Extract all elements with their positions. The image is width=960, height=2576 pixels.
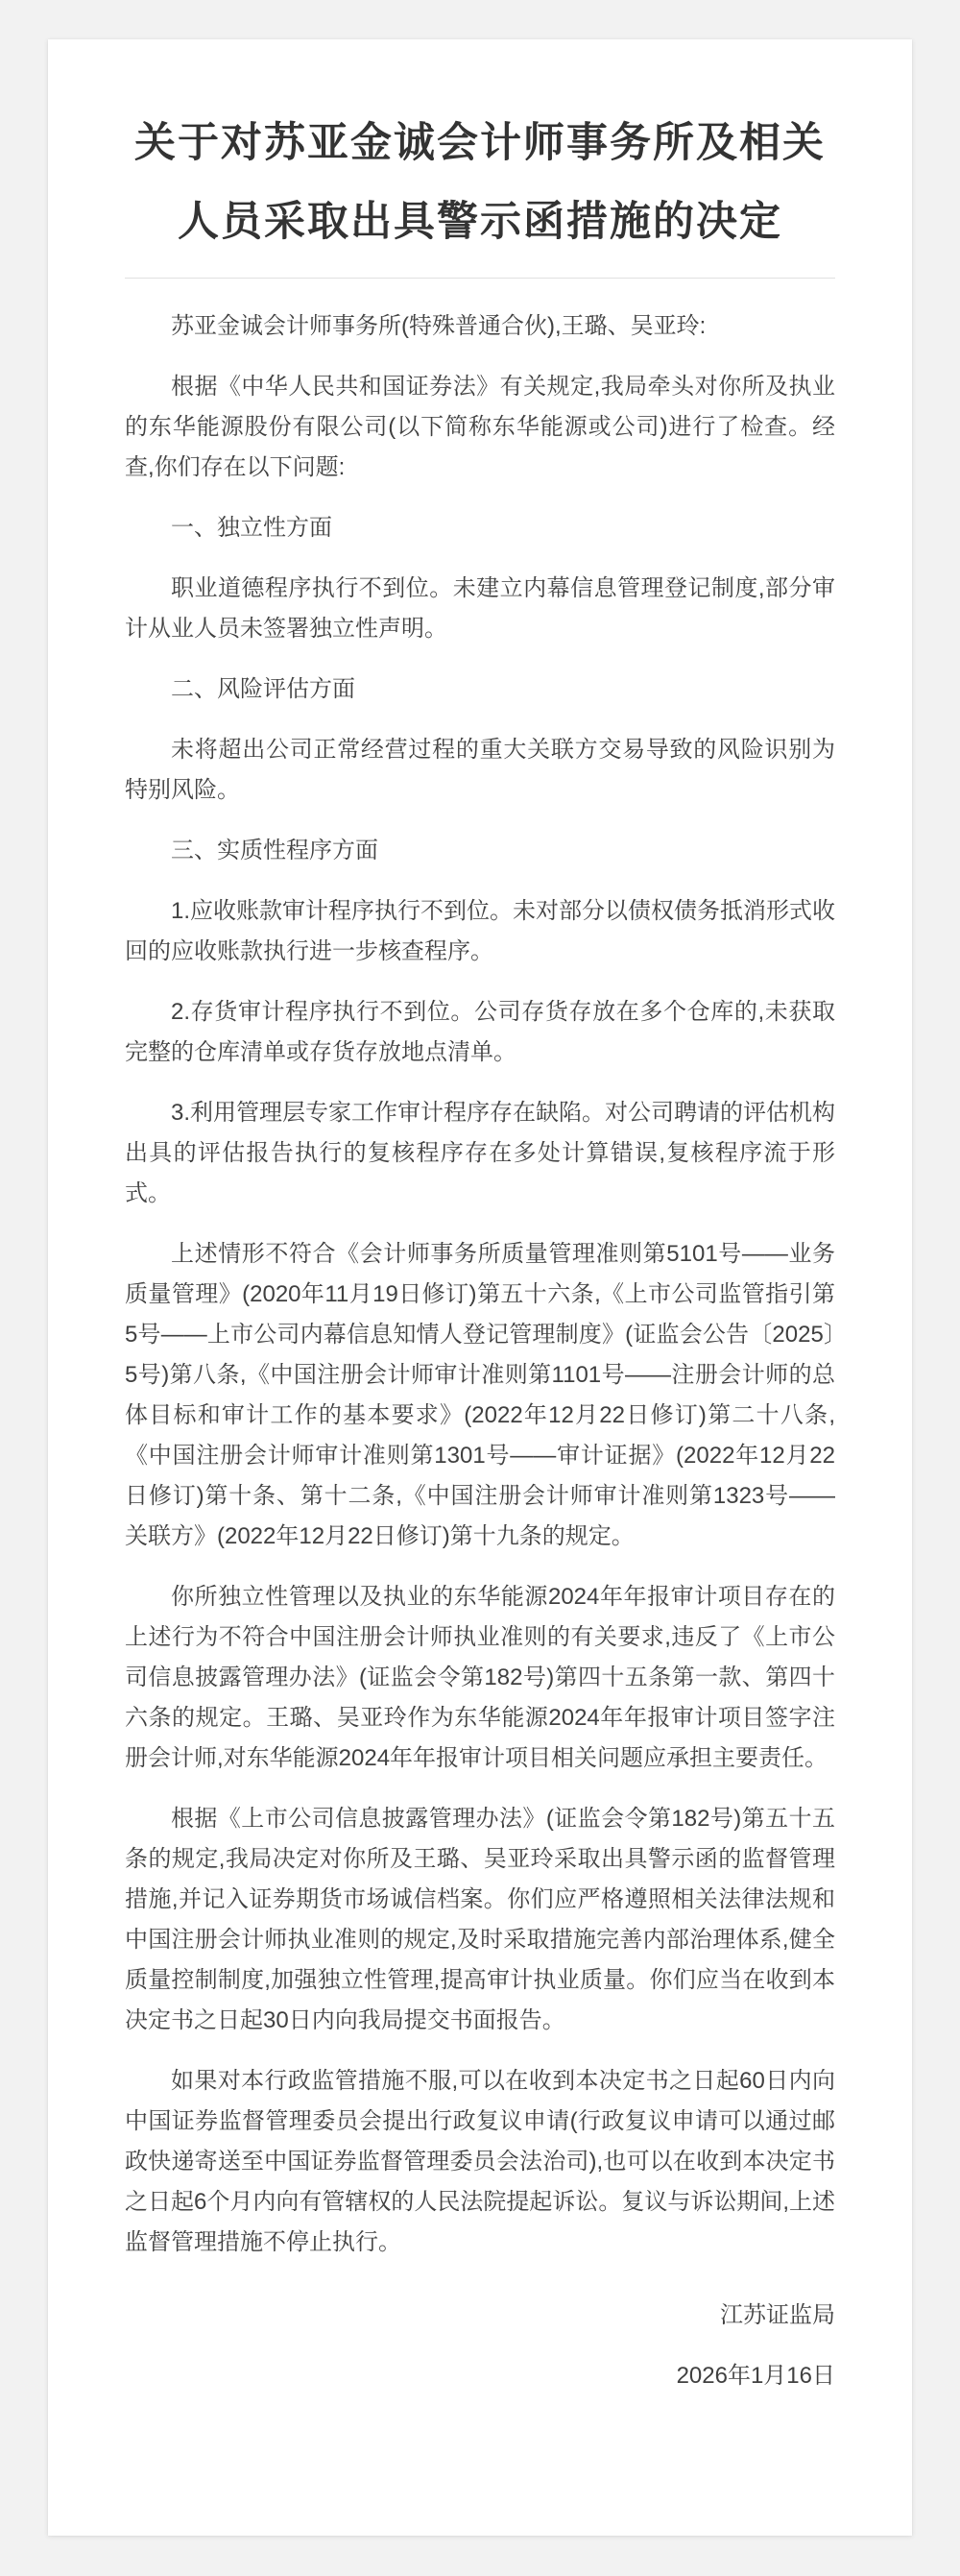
document-paragraph: 未将超出公司正常经营过程的重大关联方交易导致的风险识别为特别风险。 xyxy=(125,737,835,803)
section-heading-2: 二、风险评估方面 xyxy=(171,676,355,702)
salutation: 苏亚金诚会计师事务所(特殊普通合伙),王璐、吴亚玲: xyxy=(171,313,707,339)
document-paragraph: 根据《中华人民共和国证券法》有关规定,我局牵头对你所及执业的东华能源股份有限公司(以下简称东华能源或公司)进行了检查。经查,你们存在以下问题: xyxy=(125,374,835,480)
document-paragraph: 如果对本行政监管措施不服,可以在收到本决定书之日起60日内向中国证券监督管理委员会提出行政复议申请(行政复议申请可以通过邮政快递寄送至中国证券监督管理委员会法治司),也可以在收到本决定书之日起6个月内向有管辖权的人民法院提起诉讼。复议与诉讼期间,上述监督管理措施不停止执行。 xyxy=(125,2068,836,2255)
document-paragraph: 2.存货审计程序执行不到位。公司存货存放在多个仓库的,未获取完整的仓库清单或存货存放地点清单。 xyxy=(125,999,835,1065)
document-paragraph: 上述情形不符合《会计师事务所质量管理准则第5101号——业务质量管理》(2020年11月19日修订)第五十六条,《上市公司监管指引第5号——上市公司内幕信息知情人登记管理制度》(证监会公告〔2025〕5号)第八条,《中国注册会计师审计准则第1101号——注册会计师的总体目标和审计工作的基本要求》(2022年12月22日修订)第二十八条,《中国注册会计师审计准则第1301号——审计证据》(2022年12月22日修订)第十条、第十二条,《中国注册会计师审计准则第1323号——关联方》(2022年12月22日修订)第十九条的规定。 xyxy=(125,1241,835,1549)
document-paragraph: 3.利用管理层专家工作审计程序存在缺陷。对公司聘请的评估机构出具的评估报告执行的复核程序存在多处计算错误,复核程序流于形式。 xyxy=(125,1100,836,1206)
title-divider xyxy=(125,278,835,279)
document-paragraph: 根据《上市公司信息披露管理办法》(证监会令第182号)第五十五条的规定,我局决定对你所及王璐、吴亚玲采取出具警示函的监督管理措施,并记入证券期货市场诚信档案。你们应严格遵照相关法律法规和中国注册会计师执业准则的规定,及时采取措施完善内部治理体系,健全质量控制制度,加强独立性管理,提高审计执业质量。你们应当在收到本决定书之日起30日内向我局提交书面报告。 xyxy=(125,1806,835,2033)
document-paragraph: 职业道德程序执行不到位。未建立内幕信息管理登记制度,部分审计从业人员未签署独立性声明。 xyxy=(125,575,835,642)
document-paragraph: 1.应收账款审计程序执行不到位。未对部分以债权债务抵消形式收回的应收账款执行进一步核查程序。 xyxy=(125,898,836,964)
signature-issuer: 江苏证监局 xyxy=(720,2302,835,2328)
document-card xyxy=(48,39,912,2536)
section-heading-3: 三、实质性程序方面 xyxy=(171,838,378,863)
section-heading-1: 一、独立性方面 xyxy=(171,515,332,541)
document-paragraph: 你所独立性管理以及执业的东华能源2024年年报审计项目存在的上述行为不符合中国注册会计师执业准则的有关要求,违反了《上市公司信息披露管理办法》(证监会令第182号)第四十五条第一款、第四十六条的规定。王璐、吴亚玲作为东华能源2024年年报审计项目签字注册会计师,对东华能源2024年年报审计项目相关问题应承担主要责任。 xyxy=(125,1584,835,1771)
signature-date: 2026年1月16日 xyxy=(676,2363,835,2389)
document-title: 关于对苏亚金诚会计师事务所及相关人员采取出具警示函措施的决定 xyxy=(134,120,826,245)
